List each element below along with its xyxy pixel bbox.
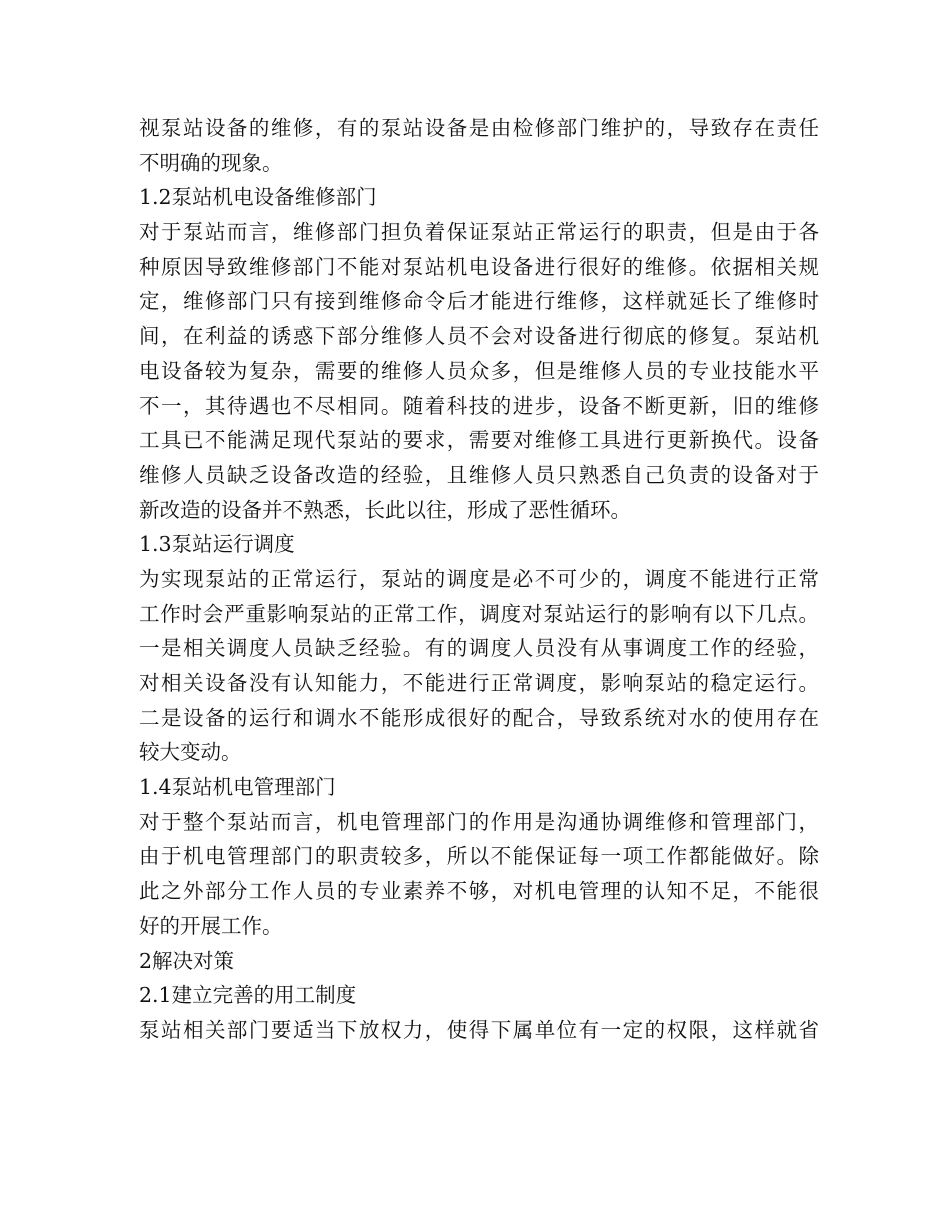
section-heading: 2解决对策 [139,948,235,973]
body-line: 不明确的现象。 [139,150,283,175]
body-line: 电设备较为复杂，需要的维修人员众多，但是维修人员的专业技能水平 [139,358,819,383]
body-line: 此之外部分工作人员的专业素养不够，对机电管理的认知不足，不能很 [139,879,819,904]
body-line: 间，在利益的诱惑下部分维修人员不会对设备进行彻底的修复。泵站机 [139,324,819,349]
body-line: 工作时会严重影响泵站的正常工作，调度对泵站运行的影响有以下几点。 [139,601,819,626]
body-line: 视泵站设备的维修，有的泵站设备是由检修部门维护的，导致存在责任 [139,116,819,140]
body-line: 对于泵站而言，维修部门担负着保证泵站正常运行的职责，但是由于各 [139,220,819,245]
body-line: 不一，其待遇也不尽相同。随着科技的进步，设备不断更新，旧的维修 [139,393,819,418]
section-heading: 1.2泵站机电设备维修部门 [139,185,377,210]
section-heading: 1.3泵站运行调度 [139,532,295,557]
body-line: 对相关设备没有认知能力，不能进行正常调度，影响泵站的稳定运行。 [139,671,819,695]
body-line: 维修人员缺乏设备改造的经验，且维修人员只熟悉自己负责的设备对于 [139,462,819,487]
body-line: 二是设备的运行和调水不能形成很好的配合，导致系统对水的使用存在 [139,705,819,730]
body-line: 定，维修部门只有接到维修命令后才能进行维修，这样就延长了维修时 [139,289,819,314]
body-line: 为实现泵站的正常运行，泵站的调度是必不可少的，调度不能进行正常 [139,566,819,591]
body-line: 较大变动。 [139,740,242,765]
body-line: 新改造的设备并不熟悉，长此以往，形成了恶性循环。 [139,497,631,522]
body-line: 一是相关调度人员缺乏经验。有的调度人员没有从事调度工作的经验， [139,636,819,661]
section-heading: 1.4泵站机电管理部门 [139,775,336,800]
body-line: 好的开展工作。 [139,913,283,938]
body-line: 种原因导致维修部门不能对泵站机电设备进行很好的维修。依据相关规 [139,254,819,279]
document-body [139,111,819,1048]
body-line: 对于整个泵站而言，机电管理部门的作用是沟通协调维修和管理部门， [139,809,819,834]
body-line: 工具已不能满足现代泵站的要求，需要对维修工具进行更新换代。设备 [139,428,819,453]
body-line: 泵站相关部门要适当下放权力，使得下属单位有一定的权限，这样就省 [139,1017,819,1042]
section-heading: 2.1建立完善的用工制度 [139,983,357,1008]
body-line: 由于机电管理部门的职责较多，所以不能保证每一项工作都能做好。除 [139,844,819,869]
